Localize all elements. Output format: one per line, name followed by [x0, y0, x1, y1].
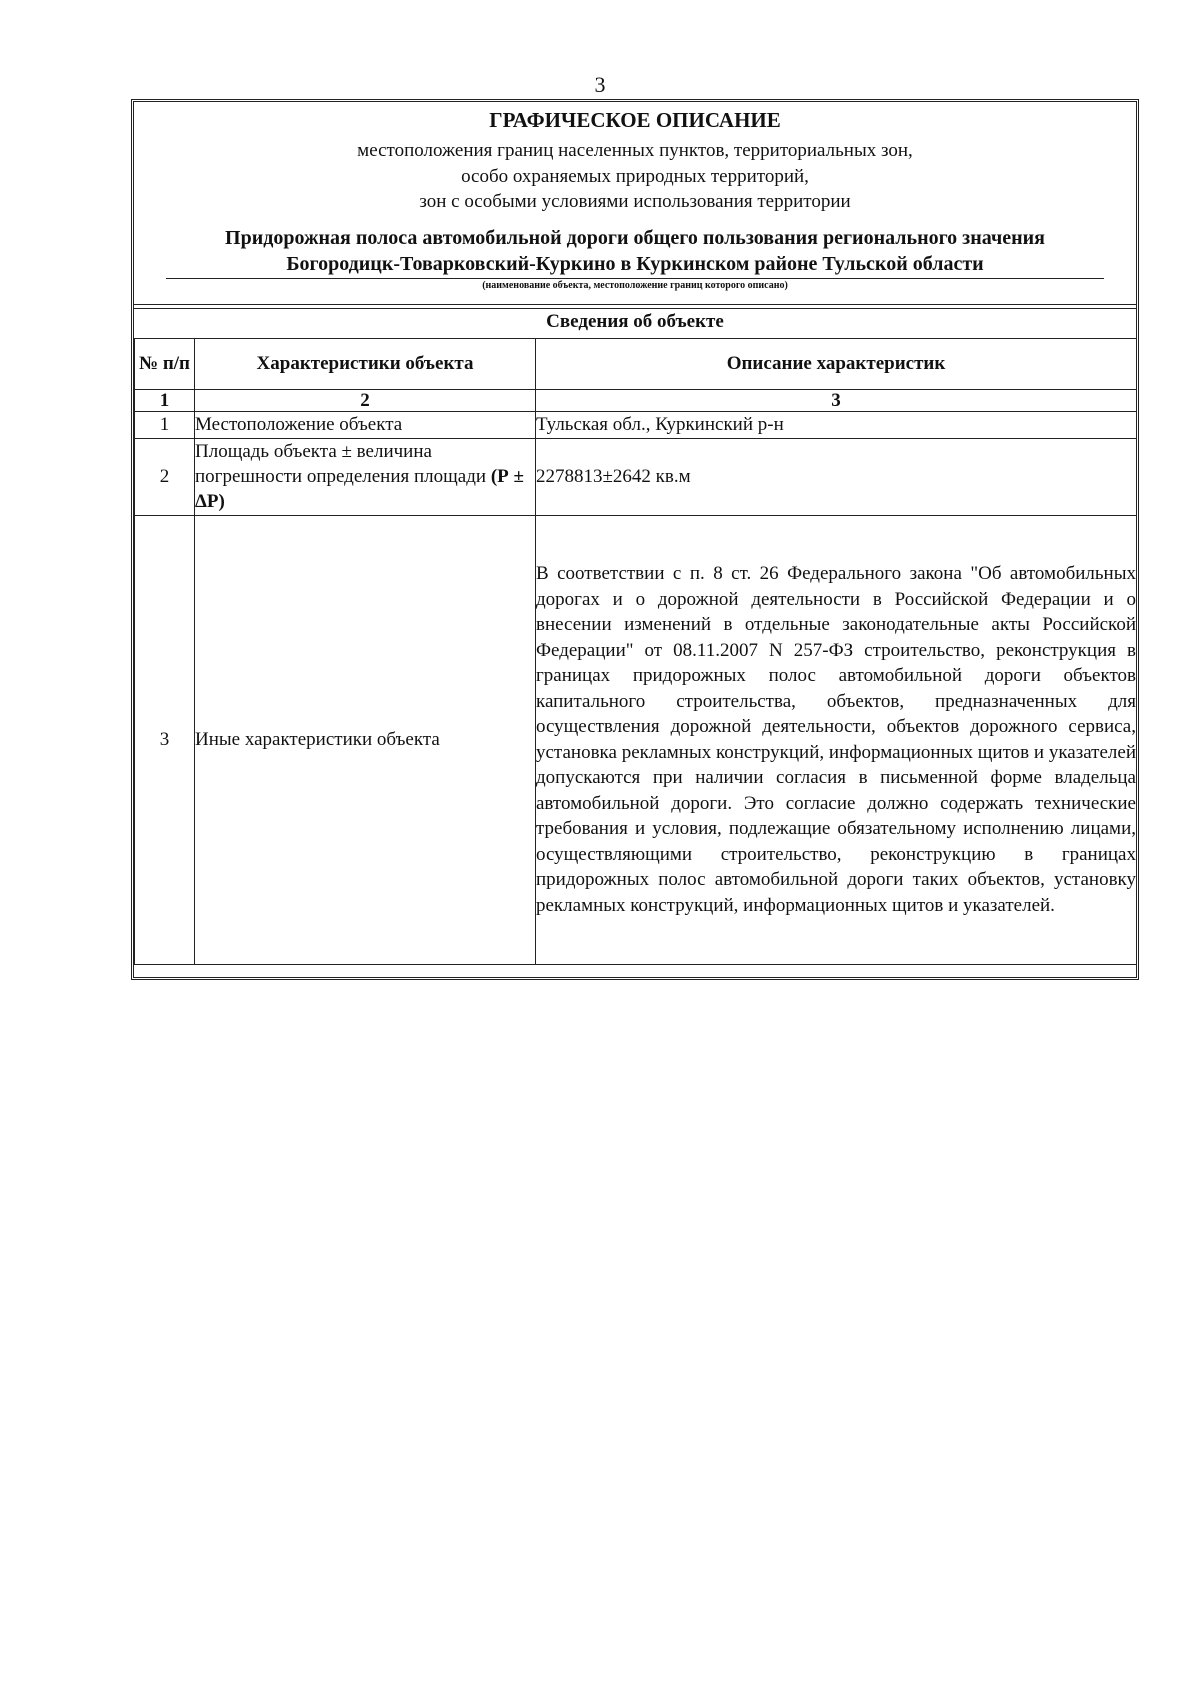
- subtitle-line-1: местоположения границ населенных пунктов, территориальных зон,: [357, 140, 913, 161]
- row-characteristic: [195, 438, 536, 515]
- row-description: Тульская обл., Куркинский р-н: [536, 412, 1137, 439]
- table-row: [135, 412, 1137, 439]
- row-description: В соответствии с п. 8 ст. 26 Федерального закона "Об автомобильных дорогах и о дорожной деятельности в Российской Федерации и о внесении изменений в отдельные законодательные акты Российской Федерации" от 08.11.2007 N 257-ФЗ строительство, реконструкция в границах придорожных полос автомобильной дороги объектов капитального строительства, объектов, предназначенных для осуществления дорожной деятельности, объектов дорожного сервиса, установка рекламных конструкций, информационных щитов и указателей допускаются при наличии согласия в письменной форме владельца автомобильной дороги. Это согласие должно содержать технические требования и условия, подлежащие обязательному исполнению лицами, осуществляющими строительство, реконструкцию в границах придорожных полос автомобильной дороги таких объектов, установку рекламных конструкций, информационных щитов и указателей.: [536, 515, 1137, 964]
- document-frame: [131, 99, 1139, 980]
- divider-line: [134, 308, 1136, 309]
- table-row: [135, 438, 1137, 515]
- document-title: ГРАФИЧЕСКОЕ ОПИСАНИЕ: [489, 108, 781, 132]
- row-number: 1: [135, 412, 195, 439]
- object-name-line-1: Придорожная полоса автомобильной дороги общего пользования регионального значения: [225, 227, 1045, 249]
- row-characteristic: Иные характеристики объекта: [195, 515, 536, 964]
- object-caption: (наименование объекта, местоположение границ которого описано): [482, 280, 788, 291]
- column-number-row: [135, 390, 1137, 412]
- header-description: Описание характеристик: [536, 339, 1137, 390]
- section-title: Сведения об объекте: [546, 311, 724, 332]
- row-number: 3: [135, 515, 195, 964]
- column-number: 2: [195, 390, 536, 412]
- page-number: 3: [594, 72, 606, 97]
- object-name-line-2: Богородицк-Товарковский-Куркино в Куркинском районе Тульской области: [286, 253, 984, 275]
- object-name-underline: [166, 278, 1104, 279]
- row-description: 2278813±2642 кв.м: [536, 438, 1137, 515]
- subtitle-line-3: зон с особыми условиями использования территории: [419, 191, 851, 212]
- subtitle-line-2: особо охраняемых природных территорий,: [461, 166, 809, 187]
- column-number: 3: [536, 390, 1137, 412]
- column-number: 1: [135, 390, 195, 412]
- characteristic-text: Площадь объекта ± величина погрешности определения площади: [195, 441, 491, 487]
- table-header-row: [135, 339, 1137, 390]
- header-characteristic: Характеристики объекта: [195, 339, 536, 390]
- characteristic-formula: (Р ± ΔР): [195, 466, 524, 512]
- header-number: № п/п: [135, 339, 195, 390]
- object-info-table: [134, 338, 1137, 965]
- row-number: 2: [135, 438, 195, 515]
- row-characteristic: Местоположение объекта: [195, 412, 536, 439]
- table-row: [135, 515, 1137, 964]
- divider-line: [134, 304, 1136, 305]
